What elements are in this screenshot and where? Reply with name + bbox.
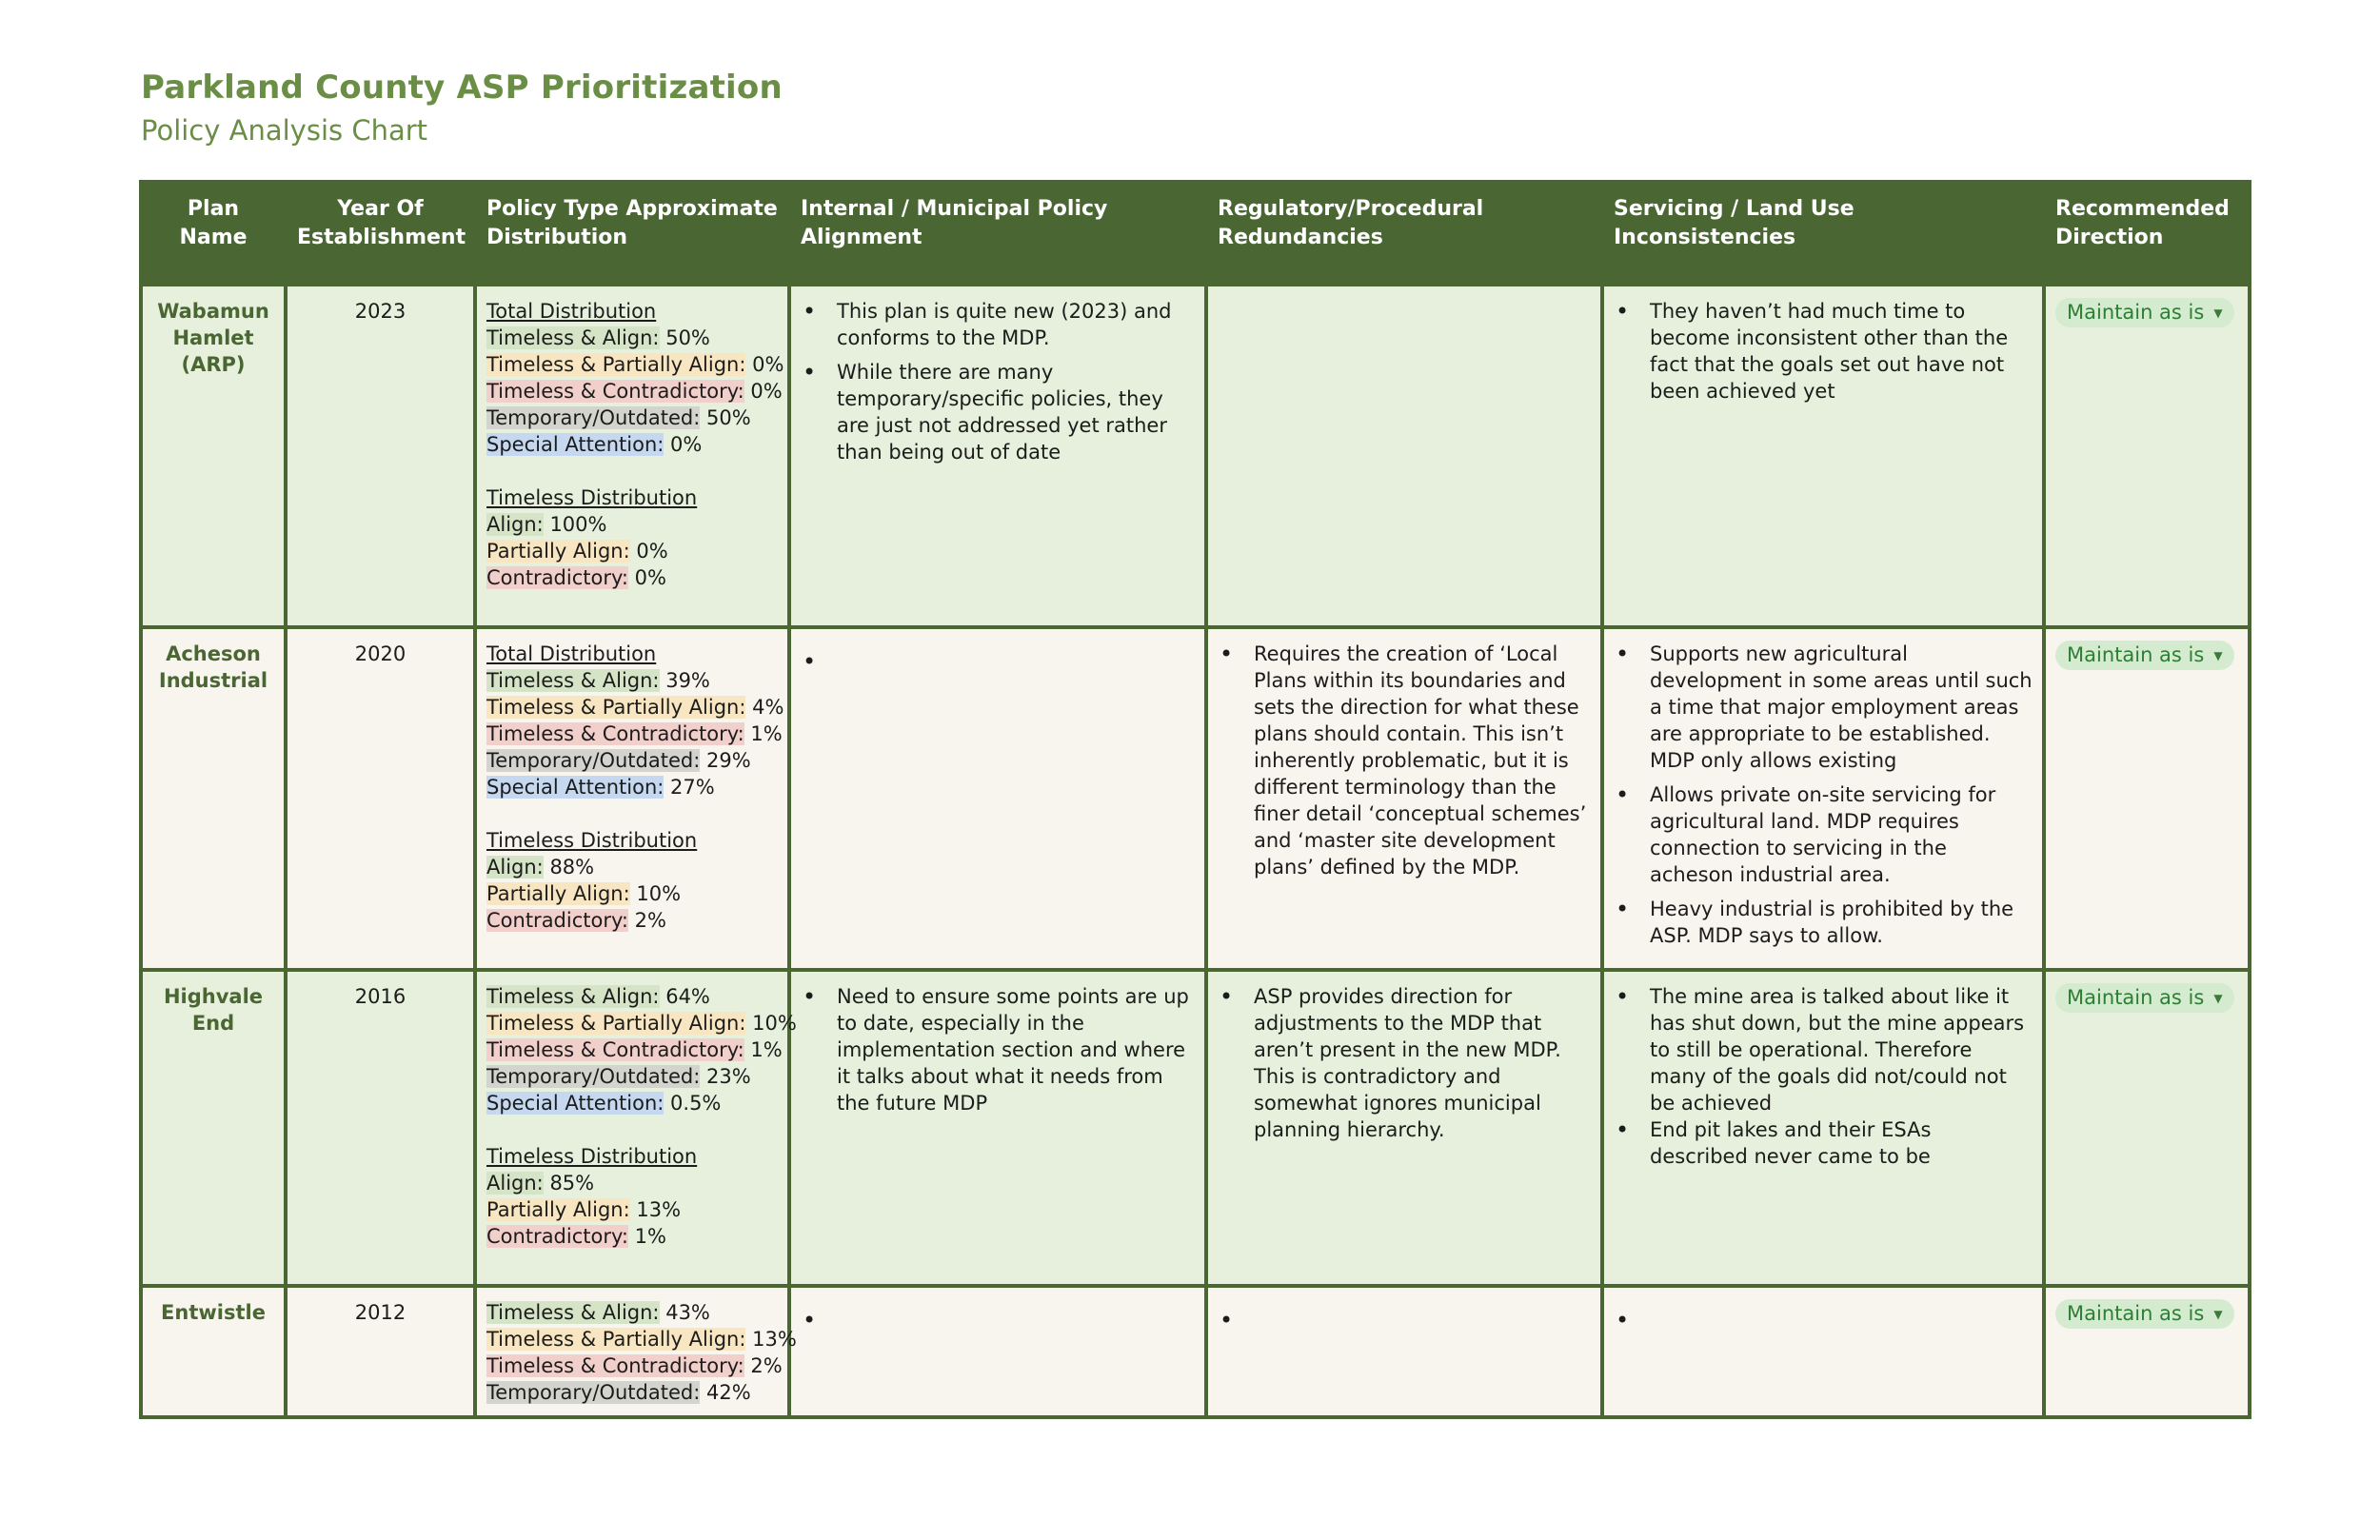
list-item: • This plan is quite new (2023) and conforms to the MDP.: [837, 298, 1195, 351]
label-timeless-align: Timeless & Align:: [486, 326, 660, 349]
table-row: [141, 627, 2250, 970]
recommended-direction: [2044, 627, 2250, 970]
direction-value: Maintain as is: [2067, 643, 2205, 666]
label-special: Special Attention:: [486, 1092, 664, 1115]
table-row: [141, 285, 2250, 627]
value-special: 27%: [670, 776, 715, 799]
list-item: • End pit lakes and their ESAs described never came to be: [1650, 1116, 2033, 1170]
list-item: • Requires the creation of ‘Local Plans within its boundaries and sets the direction for what these plans should contain. This isn’t inherently problematic, but it is different terminology than the finer detail ‘conceptual schemes’ and ‘master site development plans’ defined by the MDP.: [1254, 641, 1591, 880]
label-special: Special Attention:: [486, 433, 664, 456]
internal-alignment: [789, 285, 1206, 627]
policy-distribution: [475, 1286, 797, 1417]
header-servicing: Servicing / Land Use Inconsistencies: [1602, 182, 2044, 285]
label-partially-align: Partially Align:: [486, 882, 630, 905]
header-plan-name: Plan Name: [141, 182, 286, 285]
servicing-inconsistencies: [1602, 1286, 2044, 1417]
internal-alignment: [789, 970, 1206, 1286]
regulatory-redundancies: [1206, 627, 1602, 970]
policy-distribution: [475, 627, 789, 970]
plan-year: 2020: [286, 627, 475, 970]
total-distribution-heading: Total Distribution: [486, 300, 657, 323]
servicing-inconsistencies: [1602, 970, 2044, 1286]
servicing-inconsistencies: [1602, 627, 2044, 970]
policy-distribution: [475, 970, 797, 1286]
regulatory-redundancies: [1206, 1286, 1602, 1417]
list-item: • Supports new agricultural development in some areas until such a time that major employment areas are appropriate to be established. MDP only allows existing: [1650, 641, 2033, 774]
header-policy-distribution: Policy Type Approximate Distribution: [475, 182, 789, 285]
direction-dropdown[interactable]: [2055, 983, 2234, 1013]
label-timeless-partial: Timeless & Partially Align:: [486, 353, 746, 376]
servicing-inconsistencies: [1602, 285, 2044, 627]
value-timeless-partial: 10%: [752, 1012, 797, 1035]
direction-value: Maintain as is: [2067, 301, 2205, 324]
plan-year: 2023: [286, 285, 475, 627]
caret-down-icon: ▼: [2213, 1308, 2223, 1321]
caret-down-icon: ▼: [2213, 306, 2223, 320]
plan-name: Wabamun Hamlet (ARP): [141, 285, 286, 627]
label-align: Align:: [486, 1172, 544, 1194]
timeless-distribution-heading: Timeless Distribution: [486, 1145, 698, 1168]
label-timeless-contra: Timeless & Contradictory:: [486, 380, 744, 403]
direction-value: Maintain as is: [2067, 1302, 2205, 1325]
label-align: Align:: [486, 856, 544, 879]
header-internal-alignment: Internal / Municipal Policy Alignment: [789, 182, 1206, 285]
header-regulatory: Regulatory/Procedural Redundancies: [1206, 182, 1602, 285]
value-partially-align: 10%: [636, 882, 682, 905]
direction-dropdown[interactable]: [2055, 1299, 2234, 1329]
plan-name: Entwistle: [141, 1286, 286, 1417]
recommended-direction: [2044, 285, 2250, 627]
value-temporary: 42%: [705, 1381, 751, 1404]
value-contradictory: 2%: [634, 909, 666, 932]
label-contradictory: Contradictory:: [486, 1225, 628, 1248]
direction-value: Maintain as is: [2067, 986, 2205, 1009]
value-temporary: 29%: [705, 749, 751, 772]
value-special: 0%: [670, 433, 703, 456]
value-timeless-align: 64%: [665, 985, 710, 1008]
label-timeless-partial: Timeless & Partially Align:: [486, 1012, 746, 1035]
label-contradictory: Contradictory:: [486, 566, 628, 589]
label-contradictory: Contradictory:: [486, 909, 628, 932]
regulatory-redundancies: [1206, 285, 1602, 627]
plan-year: 2016: [286, 970, 475, 1286]
label-timeless-contra: Timeless & Contradictory:: [486, 722, 744, 745]
label-temporary: Temporary/Outdated:: [486, 1065, 701, 1088]
list-item: • While there are many temporary/specific policies, they are just not addressed yet rather than being out of date: [837, 359, 1195, 465]
value-special: 0.5%: [670, 1092, 722, 1115]
value-timeless-contra: 2%: [750, 1354, 783, 1377]
list-item: • Allows private on-site servicing for agricultural land. MDP requires connection to servicing in the acheson industrial area.: [1650, 781, 2033, 888]
table-header-row: [141, 182, 2250, 285]
value-timeless-align: 43%: [665, 1301, 710, 1324]
value-timeless-contra: 1%: [750, 722, 783, 745]
label-temporary: Temporary/Outdated:: [486, 406, 701, 429]
value-timeless-partial: 13%: [752, 1328, 797, 1351]
label-timeless-partial: Timeless & Partially Align:: [486, 1328, 746, 1351]
direction-dropdown[interactable]: [2055, 298, 2234, 327]
plan-year: 2012: [286, 1286, 475, 1417]
plan-name: Acheson Industrial: [141, 627, 286, 970]
label-timeless-contra: Timeless & Contradictory:: [486, 1038, 744, 1061]
value-temporary: 50%: [705, 406, 751, 429]
recommended-direction: [2044, 970, 2250, 1286]
page-title: Parkland County ASP Prioritization: [141, 69, 783, 107]
caret-down-icon: ▼: [2213, 992, 2223, 1005]
value-align: 100%: [549, 513, 607, 536]
page-subtitle: Policy Analysis Chart: [141, 114, 428, 147]
label-partially-align: Partially Align:: [486, 540, 630, 563]
label-temporary: Temporary/Outdated:: [486, 1381, 701, 1404]
total-distribution-heading: Total Distribution: [486, 642, 657, 665]
list-item: • They haven’t had much time to become inconsistent other than the fact that the goals set out have not been achieved yet: [1650, 298, 2033, 405]
list-item: • Heavy industrial is prohibited by the ASP. MDP says to allow.: [1650, 896, 2033, 949]
value-timeless-partial: 4%: [752, 696, 784, 719]
direction-dropdown[interactable]: [2055, 641, 2234, 670]
value-partially-align: 13%: [636, 1198, 682, 1221]
label-align: Align:: [486, 513, 544, 536]
header-year: Year Of Establishment: [286, 182, 475, 285]
recommended-direction: [2044, 1286, 2250, 1417]
value-timeless-align: 50%: [665, 326, 710, 349]
value-align: 88%: [549, 856, 595, 879]
policy-distribution: [475, 285, 789, 627]
value-timeless-contra: 1%: [750, 1038, 783, 1061]
label-timeless-contra: Timeless & Contradictory:: [486, 1354, 744, 1377]
regulatory-redundancies: [1206, 970, 1602, 1286]
label-temporary: Temporary/Outdated:: [486, 749, 701, 772]
label-timeless-align: Timeless & Align:: [486, 669, 660, 692]
value-timeless-contra: 0%: [750, 380, 783, 403]
list-item: • The mine area is talked about like it has shut down, but the mine appears to still be operational. Therefore many of the goals did not/could not be achieved: [1650, 983, 2033, 1116]
internal-alignment: [789, 627, 1206, 970]
list-item: • ASP provides direction for adjustments to the MDP that aren’t present in the new MDP. This is contradictory and somewhat ignores municipal planning hierarchy.: [1254, 983, 1591, 1143]
value-align: 85%: [549, 1172, 595, 1194]
header-direction: Recommended Direction: [2044, 182, 2250, 285]
timeless-distribution-heading: Timeless Distribution: [486, 486, 698, 509]
label-partially-align: Partially Align:: [486, 1198, 630, 1221]
label-timeless-partial: Timeless & Partially Align:: [486, 696, 746, 719]
plan-name: Highvale End: [141, 970, 286, 1286]
value-partially-align: 0%: [636, 540, 668, 563]
label-timeless-align: Timeless & Align:: [486, 1301, 660, 1324]
value-contradictory: 1%: [634, 1225, 666, 1248]
label-timeless-align: Timeless & Align:: [486, 985, 660, 1008]
internal-alignment: [789, 1286, 1206, 1417]
list-item: • Need to ensure some points are up to date, especially in the implementation section and where it talks about what it needs from the future MDP: [837, 983, 1195, 1116]
value-contradictory: 0%: [634, 566, 666, 589]
value-timeless-align: 39%: [665, 669, 710, 692]
caret-down-icon: ▼: [2213, 649, 2223, 662]
table-row: [141, 970, 2250, 1286]
timeless-distribution-heading: Timeless Distribution: [486, 829, 698, 852]
policy-analysis-table: [139, 180, 2251, 1419]
value-temporary: 23%: [705, 1065, 751, 1088]
table-row: [141, 1286, 2250, 1417]
label-special: Special Attention:: [486, 776, 664, 799]
value-timeless-partial: 0%: [752, 353, 784, 376]
